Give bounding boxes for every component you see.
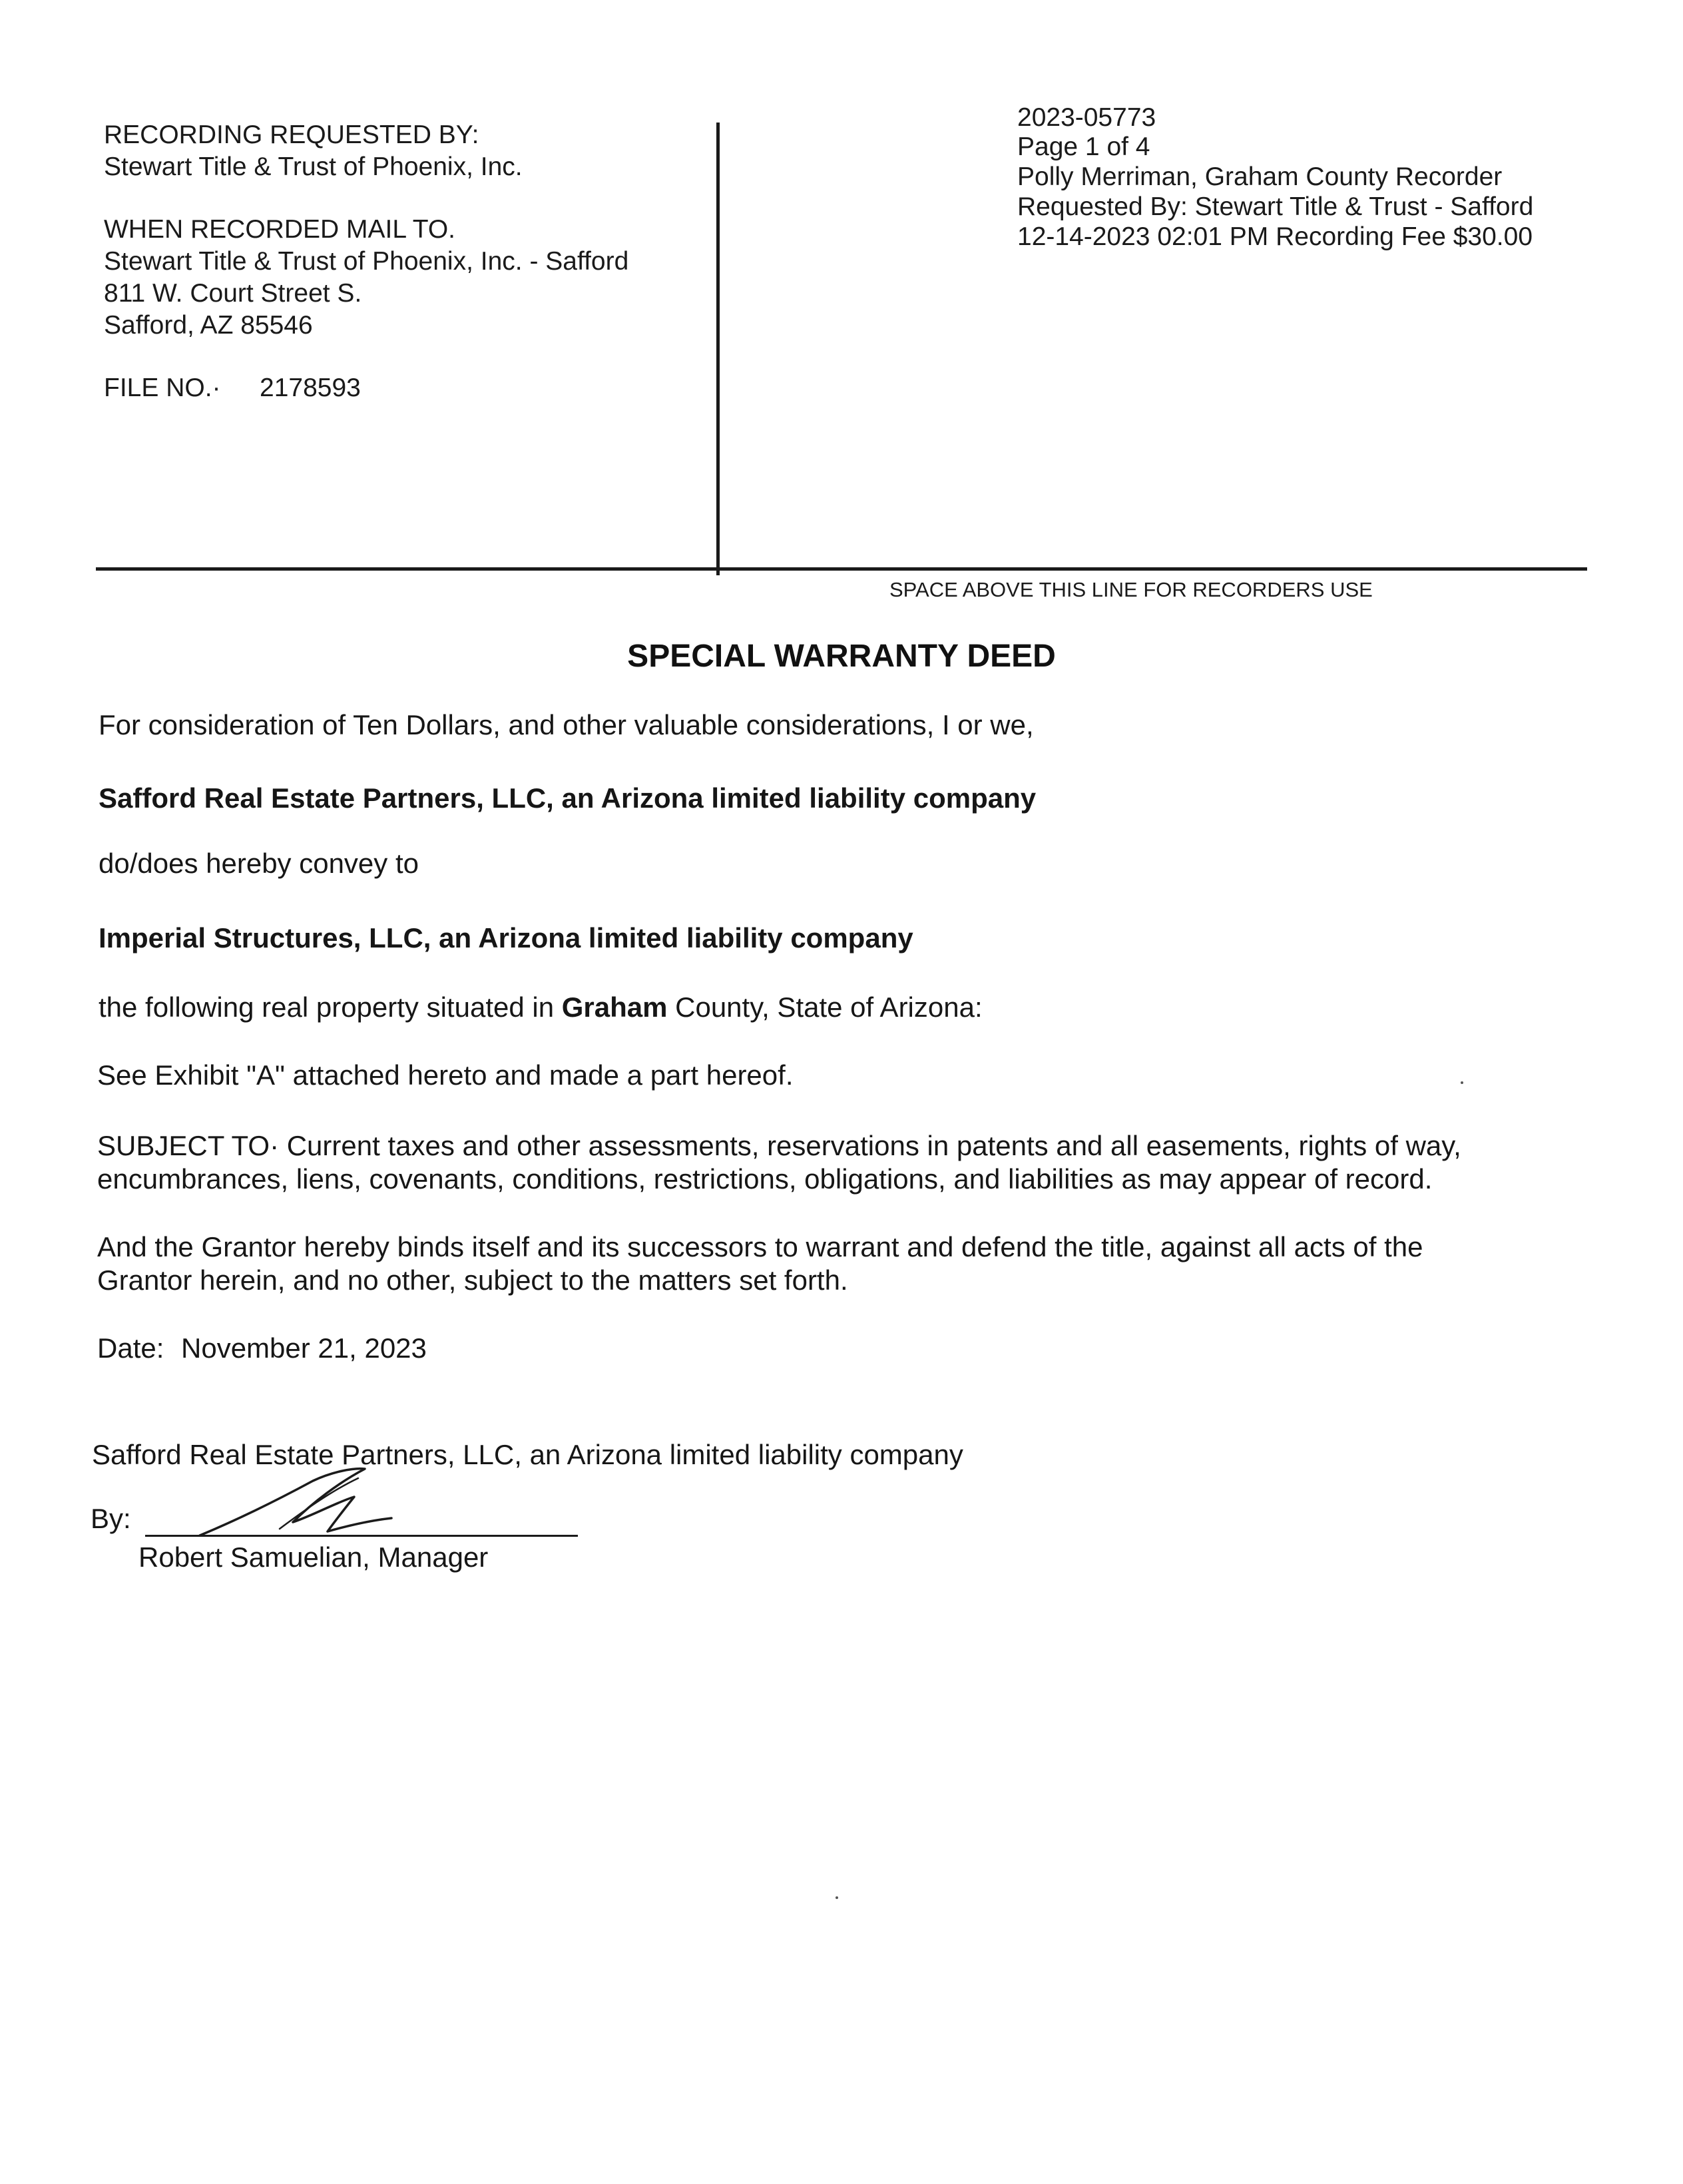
consideration-text: For consideration of Ten Dollars, and other valuable considerations, I or we, — [99, 709, 1034, 740]
recorder-date-fee: 12-14-2023 02:01 PM Recording Fee $30.00 — [1017, 222, 1533, 251]
recorders-use-label: SPACE ABOVE THIS LINE FOR RECORDERS USE — [889, 578, 1373, 601]
property-situated-text — [99, 991, 983, 1024]
mail-to-line2: 811 W. Court Street S. — [104, 279, 362, 308]
file-no-label: FILE NO.· — [104, 374, 221, 402]
property-suffix: County, State of Arizona: — [667, 991, 983, 1023]
signer-name: Robert Samuelian, Manager — [138, 1541, 489, 1573]
exhibit-text: See Exhibit "A" attached hereto and made a part hereof. — [97, 1059, 794, 1091]
convey-text: do/does hereby convey to — [99, 848, 419, 879]
property-prefix: the following real property situated in — [99, 991, 562, 1023]
signature-entity: Safford Real Estate Partners, LLC, an Arizona limited liability company — [92, 1439, 963, 1470]
warrant-line2: Grantor herein, and no other, subject to the matters set forth. — [97, 1264, 848, 1296]
recorder-requested-by: Requested By: Stewart Title & Trust - Safford — [1017, 192, 1534, 221]
mail-to-label: WHEN RECORDED MAIL TO. — [104, 215, 456, 244]
date-label: Date: — [97, 1332, 164, 1364]
header-vertical-divider — [716, 123, 720, 575]
warrant-line1: And the Grantor hereby binds itself and its successors to warrant and defend the title, against all acts of the — [97, 1231, 1423, 1262]
scan-speck — [836, 1896, 838, 1899]
recorder-doc-number: 2023-05773 — [1017, 103, 1156, 132]
document-title: SPECIAL WARRANTY DEED — [627, 639, 1056, 674]
mail-to-line3: Safford, AZ 85546 — [104, 311, 313, 340]
mail-to-line1: Stewart Title & Trust of Phoenix, Inc. - Safford — [104, 247, 629, 276]
grantor-name: Safford Real Estate Partners, LLC, an Arizona limited liability company — [99, 782, 1037, 814]
recorders-use-line — [96, 567, 1587, 571]
by-label: By: — [91, 1503, 131, 1534]
signature-scribble — [180, 1462, 406, 1549]
recorder-name: Polly Merriman, Graham County Recorder — [1017, 162, 1503, 191]
recorder-page: Page 1 of 4 — [1017, 133, 1150, 161]
recording-requested-by-label: RECORDING REQUESTED BY: — [104, 121, 479, 149]
subject-to-line2: encumbrances, liens, covenants, conditions, restrictions, obligations, and liabilities as may appear of record. — [97, 1163, 1433, 1195]
scan-speck — [1461, 1081, 1463, 1084]
subject-to-line1: SUBJECT TO· Current taxes and other assessments, reservations in patents and all easements, rights of way, — [97, 1130, 1461, 1161]
grantee-name: Imperial Structures, LLC, an Arizona limited liability company — [99, 922, 913, 954]
date-value: November 21, 2023 — [181, 1332, 427, 1364]
recording-requested-by-value: Stewart Title & Trust of Phoenix, Inc. — [104, 152, 523, 181]
file-no-value: 2178593 — [260, 374, 361, 402]
property-county: Graham — [561, 991, 668, 1023]
